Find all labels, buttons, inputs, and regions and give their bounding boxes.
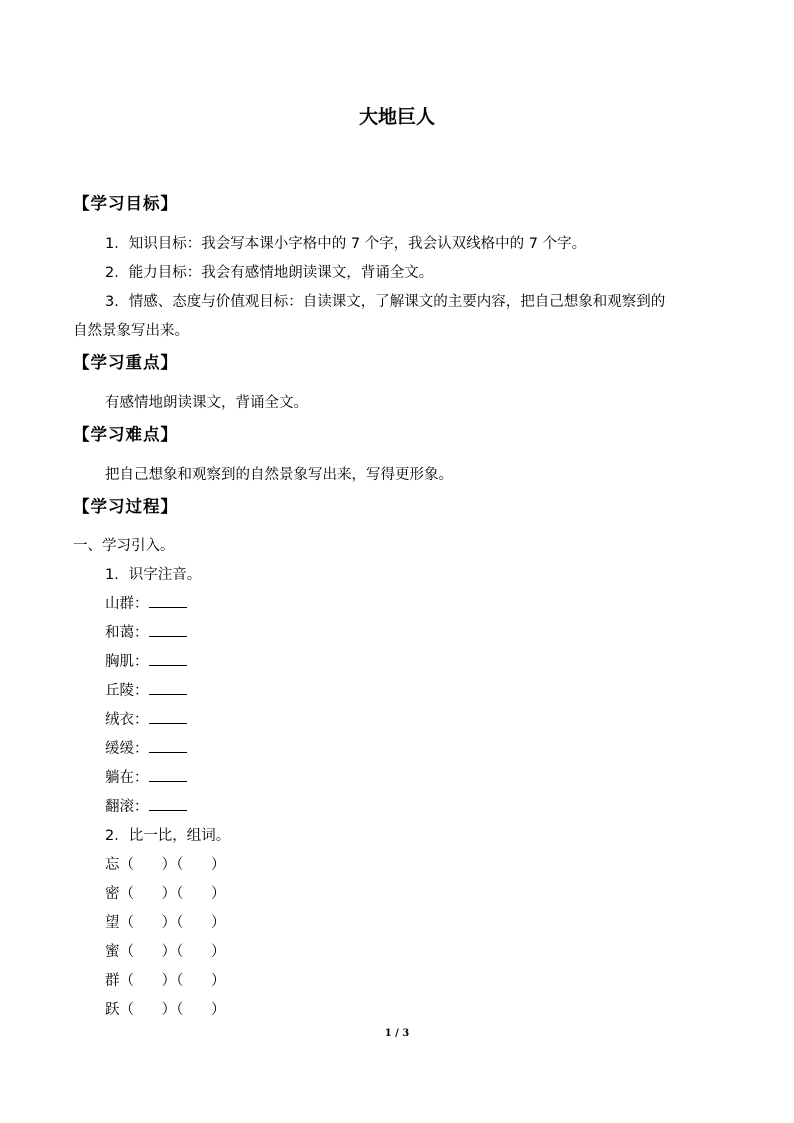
answer-blank [149, 680, 187, 695]
answer-parens: （ ）（ ） [119, 1002, 226, 1018]
pinyin-item: 躺在： [105, 766, 187, 787]
pinyin-item: 缓缓： [105, 737, 187, 758]
difficulty-text: 把自己想象和观察到的自然景象写出来，写得更形象。 [105, 467, 453, 483]
answer-blank [149, 709, 187, 724]
compare-item: 群（ ）（ ） [105, 973, 226, 989]
focus-text: 有感情地朗读课文，背诵全文。 [105, 395, 308, 411]
pinyin-item: 绒衣： [105, 708, 187, 729]
pinyin-item: 丘陵： [105, 679, 187, 700]
goal-item: 1．知识目标：我会写本课小字格中的 7 个字，我会认双线格中的 7 个字。 [105, 236, 587, 252]
pinyin-item: 山群： [105, 592, 187, 613]
goal-item-continuation: 自然景象写出来。 [73, 323, 189, 339]
compare-item: 蜜（ ）（ ） [105, 944, 226, 960]
goal-item: 3．情感、态度与价值观目标：自读课文，了解课文的主要内容，把自己想象和观察到的 [105, 294, 666, 310]
answer-blank [149, 738, 187, 753]
compare-item: 密（ ）（ ） [105, 886, 226, 902]
compare-item: 忘（ ）（ ） [105, 857, 226, 873]
question-2: 2．比一比，组词。 [105, 828, 231, 844]
section-heading-difficulty: 【学习难点】 [73, 425, 178, 444]
answer-parens: （ ）（ ） [119, 857, 226, 873]
page-number: 1 / 3 [384, 1028, 410, 1039]
section-heading-focus: 【学习重点】 [73, 353, 178, 372]
process-part-heading: 一、学习引入。 [73, 538, 175, 554]
pinyin-item: 翻滚： [105, 795, 187, 816]
answer-blank [149, 767, 187, 782]
answer-parens: （ ）（ ） [119, 915, 226, 931]
pinyin-item: 和蔼： [105, 621, 187, 642]
pinyin-item: 胸肌： [105, 650, 187, 671]
answer-parens: （ ）（ ） [119, 944, 226, 960]
page-title: 大地巨人 [358, 106, 435, 128]
section-heading-goals: 【学习目标】 [73, 194, 178, 213]
goal-item: 2．能力目标：我会有感情地朗读课文，背诵全文。 [105, 265, 434, 281]
answer-blank [149, 593, 187, 608]
answer-blank [149, 622, 187, 637]
answer-blank [149, 651, 187, 666]
section-heading-process: 【学习过程】 [73, 497, 178, 516]
answer-blank [149, 796, 187, 811]
answer-parens: （ ）（ ） [119, 886, 226, 902]
compare-item: 望（ ）（ ） [105, 915, 226, 931]
answer-parens: （ ）（ ） [119, 973, 226, 989]
question-1: 1．识字注音。 [105, 567, 202, 583]
compare-item: 跃（ ）（ ） [105, 1002, 226, 1018]
